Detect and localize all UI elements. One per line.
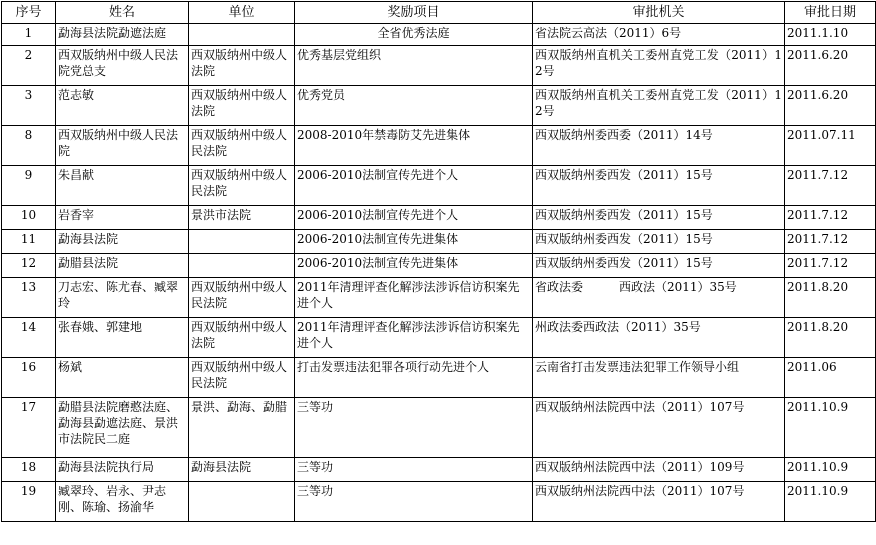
table-row [2, 126, 876, 166]
cell-unit [189, 24, 295, 46]
header-unit: 单位 [189, 2, 295, 24]
header-date: 审批日期 [785, 2, 876, 24]
table-row [2, 166, 876, 206]
cell-award: 三等功 [295, 398, 533, 458]
cell-unit: 西双版纳州中级人民法院 [189, 126, 295, 166]
table-body [2, 24, 876, 522]
cell-unit: 勐海县法院 [189, 458, 295, 482]
cell-date: 2011.7.12 [785, 206, 876, 230]
cell-authority: 省政法委 西政法（2011）35号 [533, 278, 785, 318]
cell-date: 2011.06 [785, 358, 876, 398]
cell-date: 2011.7.12 [785, 254, 876, 278]
cell-authority: 西双版纳州委西发（2011）15号 [533, 254, 785, 278]
cell-date: 2011.10.9 [785, 482, 876, 522]
cell-name: 勐海县法院 [56, 230, 189, 254]
cell-name: 勐腊县法院磨憨法庭、勐海县勐遮法庭、景洪市法院民二庭 [56, 398, 189, 458]
cell-date: 2011.07.11 [785, 126, 876, 166]
cell-unit [189, 230, 295, 254]
cell-authority: 省法院云高法（2011）6号 [533, 24, 785, 46]
cell-award: 2011年清理评查化解涉法涉诉信访积案先进个人 [295, 278, 533, 318]
cell-name: 勐海县法院执行局 [56, 458, 189, 482]
cell-seq: 1 [2, 24, 56, 46]
table-row [2, 398, 876, 458]
cell-award: 三等功 [295, 482, 533, 522]
table-row [2, 278, 876, 318]
cell-authority: 西双版纳州委西发（2011）15号 [533, 206, 785, 230]
cell-authority: 西双版纳州法院西中法（2011）107号 [533, 482, 785, 522]
table-row [2, 46, 876, 86]
cell-unit: 西双版纳州中级人法院 [189, 46, 295, 86]
cell-seq: 19 [2, 482, 56, 522]
cell-date: 2011.7.12 [785, 166, 876, 206]
awards-table [1, 1, 876, 522]
cell-seq: 18 [2, 458, 56, 482]
cell-seq: 16 [2, 358, 56, 398]
table-row [2, 318, 876, 358]
cell-seq: 3 [2, 86, 56, 126]
cell-name: 范志敏 [56, 86, 189, 126]
cell-unit: 西双版纳州中级人法院 [189, 86, 295, 126]
cell-award: 三等功 [295, 458, 533, 482]
cell-date: 2011.8.20 [785, 318, 876, 358]
cell-seq: 8 [2, 126, 56, 166]
cell-authority: 云南省打击发票违法犯罪工作领导小组 [533, 358, 785, 398]
cell-authority: 西双版纳州委西委（2011）14号 [533, 126, 785, 166]
cell-seq: 2 [2, 46, 56, 86]
header-row [2, 2, 876, 24]
cell-award: 2008-2010年禁毒防艾先进集体 [295, 126, 533, 166]
table-row [2, 358, 876, 398]
table-row [2, 458, 876, 482]
cell-unit [189, 254, 295, 278]
table-row [2, 24, 876, 46]
cell-award: 2011年清理评查化解涉法涉诉信访积案先进个人 [295, 318, 533, 358]
cell-name: 杨斌 [56, 358, 189, 398]
cell-date: 2011.8.20 [785, 278, 876, 318]
table-row [2, 86, 876, 126]
cell-award: 优秀党员 [295, 86, 533, 126]
cell-authority: 州政法委西政法（2011）35号 [533, 318, 785, 358]
cell-award: 2006-2010法制宣传先进集体 [295, 254, 533, 278]
cell-name: 西双版纳州中级人民法院党总支 [56, 46, 189, 86]
cell-name: 岩香宰 [56, 206, 189, 230]
cell-seq: 14 [2, 318, 56, 358]
table-row [2, 254, 876, 278]
cell-date: 2011.1.10 [785, 24, 876, 46]
table-row [2, 482, 876, 522]
cell-seq: 12 [2, 254, 56, 278]
cell-authority: 西双版纳州法院西中法（2011）109号 [533, 458, 785, 482]
cell-unit [189, 482, 295, 522]
cell-award: 2006-2010法制宣传先进个人 [295, 166, 533, 206]
cell-seq: 11 [2, 230, 56, 254]
cell-name: 西双版纳州中级人民法院 [56, 126, 189, 166]
cell-award: 2006-2010法制宣传先进个人 [295, 206, 533, 230]
cell-authority: 西双版纳州委西发（2011）15号 [533, 230, 785, 254]
cell-unit: 西双版纳州中级人民法院 [189, 278, 295, 318]
cell-date: 2011.6.20 [785, 86, 876, 126]
cell-authority: 西双版纳州法院西中法（2011）107号 [533, 398, 785, 458]
header-name: 姓名 [56, 2, 189, 24]
cell-name: 张春娥、郭建地 [56, 318, 189, 358]
cell-award: 全省优秀法庭 [295, 24, 533, 46]
table-row [2, 206, 876, 230]
header-seq: 序号 [2, 2, 56, 24]
cell-unit: 西双版纳州中级人民法院 [189, 358, 295, 398]
cell-unit: 景洪市法院 [189, 206, 295, 230]
cell-seq: 17 [2, 398, 56, 458]
cell-name: 臧翠玲、岩永、尹志刚、陈瑜、扬渝华 [56, 482, 189, 522]
cell-name: 刀志宏、陈尤春、臧翠玲 [56, 278, 189, 318]
cell-date: 2011.10.9 [785, 398, 876, 458]
cell-seq: 13 [2, 278, 56, 318]
cell-name: 勐腊县法院 [56, 254, 189, 278]
cell-date: 2011.10.9 [785, 458, 876, 482]
header-award: 奖励项目 [295, 2, 533, 24]
cell-authority: 西双版纳州直机关工委州直党工发（2011）12号 [533, 86, 785, 126]
cell-unit: 西双版纳州中级人民法院 [189, 166, 295, 206]
cell-award: 优秀基层党组织 [295, 46, 533, 86]
cell-award: 2006-2010法制宣传先进集体 [295, 230, 533, 254]
cell-name: 朱昌献 [56, 166, 189, 206]
cell-date: 2011.6.20 [785, 46, 876, 86]
cell-seq: 9 [2, 166, 56, 206]
cell-date: 2011.7.12 [785, 230, 876, 254]
cell-unit: 西双版纳州中级人法院 [189, 318, 295, 358]
header-authority: 审批机关 [533, 2, 785, 24]
table-row [2, 230, 876, 254]
cell-name: 勐海县法院勐遮法庭 [56, 24, 189, 46]
table-header [2, 2, 876, 24]
cell-award: 打击发票违法犯罪各项行动先进个人 [295, 358, 533, 398]
cell-unit: 景洪、勐海、勐腊 [189, 398, 295, 458]
cell-authority: 西双版纳州委西发（2011）15号 [533, 166, 785, 206]
cell-seq: 10 [2, 206, 56, 230]
cell-authority: 西双版纳州直机关工委州直党工发（2011）12号 [533, 46, 785, 86]
